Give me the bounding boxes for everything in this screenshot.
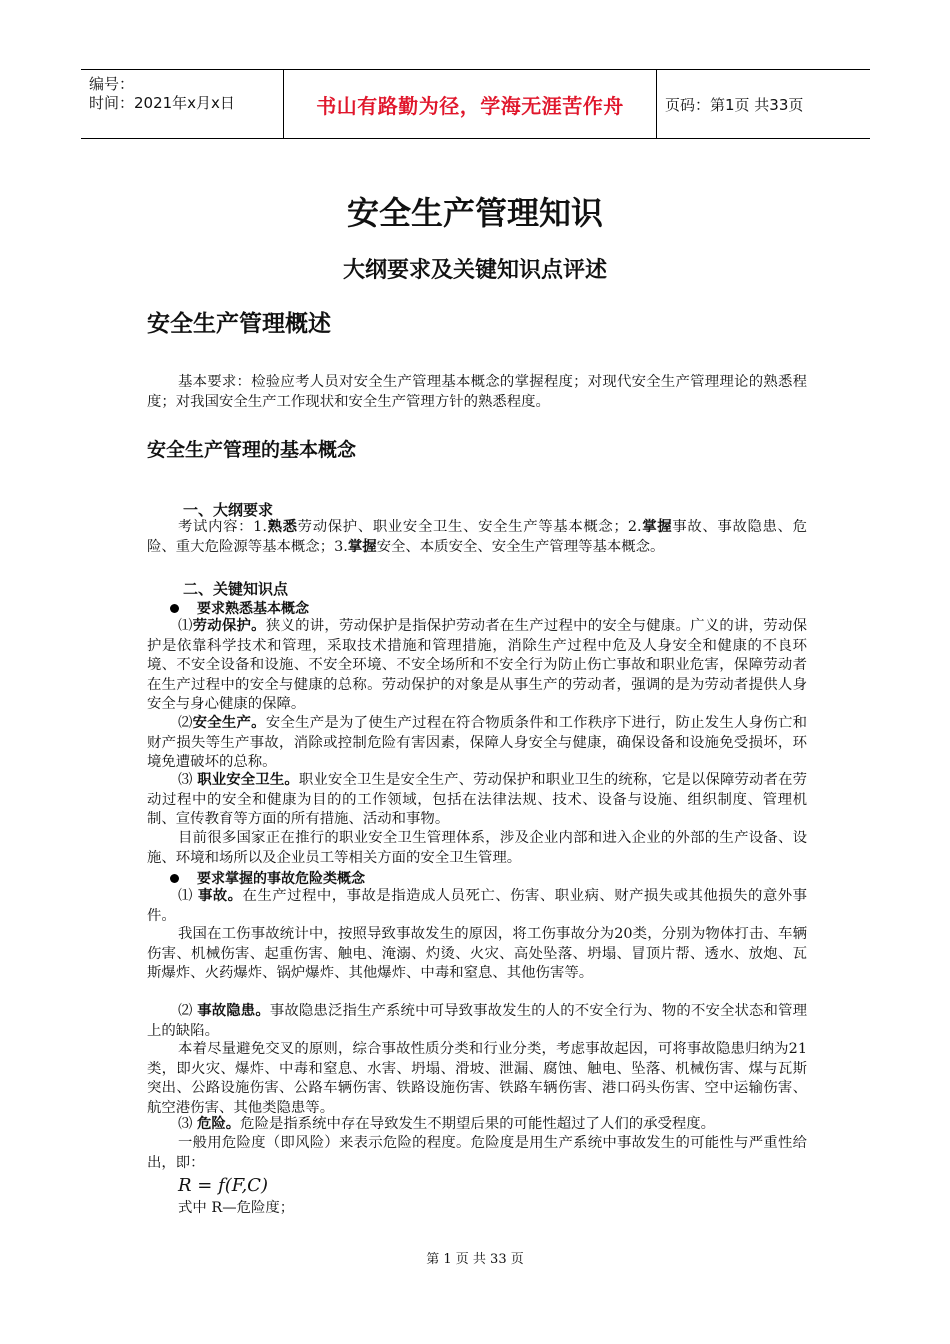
header-motto: 书山有路勤为径，学海无涯苦作舟 — [284, 70, 657, 138]
header-meta-cell — [81, 70, 284, 138]
chapter-heading: 安全生产管理概述 — [147, 311, 331, 337]
hazard-classification-paragraph: 本着尽量避免交叉的原则，综合事故性质分类和行业分类，考虑事故起因，可将事故隐患归纳为21类，即火灾、爆炸、中毒和窒息、水害、坍塌、滑坡、泄漏、腐蚀、触电、坠落、机械伤害、煤与瓦斯突出、公路设施伤害、公路车辆伤害、铁路设施伤害、铁路车辆伤害、港口码头伤害、空中运输伤害、航空港伤害、其他类隐患等。 — [147, 1041, 807, 1116]
basic-requirement: 基本要求：检验应考人员对安全生产管理基本概念的掌握程度；对现代安全生产管理理论的熟悉程度；对我国安全生产工作现状和安全生产管理方针的熟悉程度。 — [147, 374, 807, 410]
ohs-system-paragraph: 目前很多国家正在推行的职业安全卫生管理体系，涉及企业内部和进入企业的外部的生产设备、设施、环境和场所以及企业员工等相关方面的安全卫生管理。 — [147, 830, 807, 866]
danger-degree-paragraph: 一般用危险度（即风险）来表示危险的程度。危险度是用生产系统中事故发生的可能性与严重性给出，即： — [147, 1135, 807, 1171]
ohs-paragraph: ⑶ 职业安全卫生。职业安全卫生是安全生产、劳动保护和职业卫生的统称，它是以保障劳动者在劳动过程中的安全和健康为目的的工作领域，包括在法律法规、技术、设备与设施、组织制度、管理机制、宣传教育等方面的所有措施、活动和事物。 — [147, 772, 807, 827]
risk-formula: R = f(F,C) — [178, 1175, 268, 1196]
bullet-dot-icon — [170, 604, 179, 613]
hazard-paragraph: ⑵ 事故隐患。事故隐患泛指生产系统中可导致事故发生的人的不安全行为、物的不安全状态和管理上的缺陷。 — [147, 1003, 807, 1039]
safety-production-paragraph: ⑵安全生产。安全生产是为了使生产过程在符合物质条件和工作秩序下进行，防止发生人身伤亡和财产损失等生产事故，消除或控制危险有害因素，保障人身安全与健康，确保设备和设施免受损坏，环境免遭破坏的总称。 — [147, 715, 807, 770]
outline-heading: 一、大纲要求 — [183, 501, 274, 519]
time-label: 时间：2021年x月x日 — [89, 94, 235, 112]
section-heading: 安全生产管理的基本概念 — [147, 439, 357, 461]
danger-paragraph: ⑶ 危险。危险是指系统中存在导致发生不期望后果的可能性超过了人们的承受程度。 — [178, 1116, 716, 1132]
code-label: 编号： — [89, 75, 135, 93]
page-header — [81, 69, 870, 139]
header-page-number: 页码：第1页 共33页 — [665, 95, 804, 114]
accident-paragraph: ⑴ 事故。在生产过程中，事故是指造成人员死亡、伤害、职业病、财产损失或其他损失的意外事件。 — [147, 888, 807, 924]
page-footer: 第 1 页 共 33 页 — [426, 1252, 524, 1267]
document-subtitle: 大纲要求及关键知识点评述 — [342, 258, 607, 283]
bullet-dot-icon — [170, 874, 179, 883]
outline-content: 考试内容：1.熟悉劳动保护、职业安全卫生、安全生产等基本概念；2.掌握事故、事故隐患、危险、重大危险源等基本概念；3.掌握安全、本质安全、安全生产管理等基本概念。 — [147, 519, 807, 555]
labor-protection-paragraph: ⑴劳动保护。狭义的讲，劳动保护是指保护劳动者在生产过程中的安全与健康。广义的讲，劳动保护是依靠科学技术和管理，采取技术措施和管理措施，消除生产过程中危及人身安全和健康的不良环境、不安全设备和设施、不安全环境、不安全场所和不安全行为防止伤亡事故和职业危害，保障劳动者在生产过程中的安全与健康的总称。劳动保护的对象是从事生产的劳动者，强调的是为劳动者提供人身安全与身心健康的保障。 — [147, 618, 807, 712]
bullet-familiar-concepts: 要求熟悉基本概念 — [170, 598, 309, 618]
key-points-heading: 二、关键知识点 — [183, 580, 289, 598]
accident-classification-paragraph: 我国在工伤事故统计中，按照导致事故发生的原因，将工伤事故分为20类，分别为物体打击、车辆伤害、机械伤害、起重伤害、触电、淹溺、灼烫、火灾、高处坠落、坍塌、冒顶片帮、透水、放炮、瓦斯爆炸、火药爆炸、锅炉爆炸、其他爆炸、中毒和窒息、其他伤害等。 — [147, 926, 807, 981]
formula-explanation: 式中 R—危险度； — [178, 1200, 295, 1216]
document-title: 安全生产管理知识 — [346, 194, 603, 232]
bullet-accident-concepts: 要求掌握的事故危险类概念 — [170, 868, 365, 888]
